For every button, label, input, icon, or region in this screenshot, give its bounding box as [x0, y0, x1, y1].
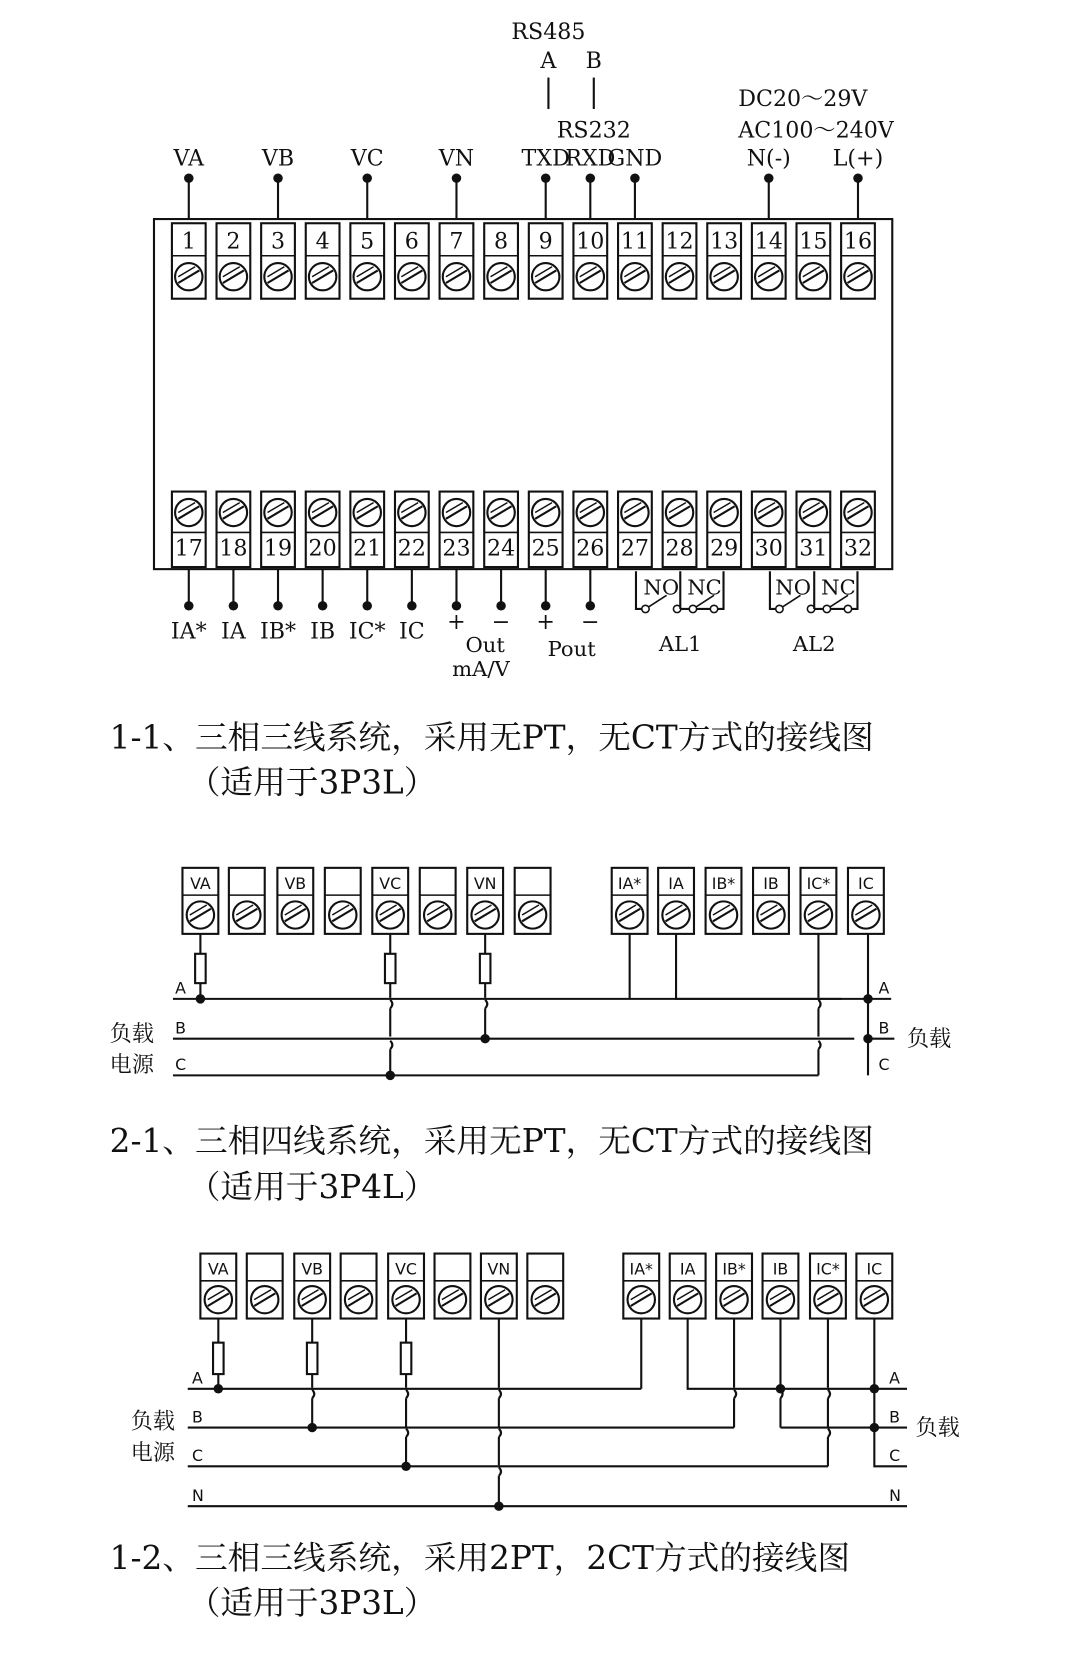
rs485-b-label: B	[585, 49, 602, 75]
bottom-wire-label: IA*	[170, 619, 207, 645]
terminal-block	[753, 868, 789, 934]
terminal-number: 10	[576, 229, 605, 255]
power-dc-label: DC20～29V	[738, 86, 868, 112]
bottom-wire-label: IC	[399, 619, 425, 645]
terminal-label: IA*	[629, 1259, 653, 1279]
source-label-1: 负载	[130, 1409, 176, 1435]
terminal-6	[395, 223, 429, 298]
out-unit-label: mA/V	[452, 656, 510, 682]
terminal-number: 8	[494, 229, 509, 255]
terminal-number: 24	[486, 536, 516, 562]
terminal-number: 7	[449, 229, 464, 255]
terminal-block	[810, 1254, 846, 1319]
bottom-wire-label: +	[536, 609, 555, 635]
terminal-label: VB	[301, 1259, 324, 1279]
terminal-29	[707, 492, 741, 567]
terminal-number: 14	[754, 229, 783, 255]
line-c-label: C	[191, 1446, 204, 1466]
terminal-30	[752, 492, 786, 567]
terminal-label: IC*	[806, 873, 831, 893]
terminal-block	[467, 868, 503, 934]
load-b-label: B	[878, 1018, 890, 1038]
terminal-number: 31	[799, 536, 828, 562]
terminal-label: IA	[668, 873, 684, 893]
terminal-number: 9	[538, 229, 553, 255]
terminal-13	[707, 223, 741, 298]
terminal-label: IA	[679, 1259, 696, 1279]
terminal-block	[527, 1254, 563, 1319]
source-label-1: 负载	[109, 1021, 154, 1047]
terminal-number: 20	[308, 536, 337, 562]
terminal-8	[484, 223, 518, 298]
terminal-number: 17	[174, 536, 203, 562]
bottom-wire-label: IB*	[259, 619, 297, 645]
terminal-number: 4	[315, 229, 330, 255]
terminal-label: IB	[763, 873, 779, 893]
terminal-number: 3	[270, 229, 286, 255]
bottom-wire-label: IC*	[348, 619, 386, 645]
top-wire-label: VB	[261, 146, 295, 172]
terminal-12	[663, 223, 697, 298]
relay-al1	[636, 571, 724, 656]
terminal-18	[217, 492, 251, 567]
terminal-block	[706, 868, 742, 934]
load-label: 负载	[915, 1415, 960, 1441]
terminal-block	[277, 868, 313, 934]
caption-1-2-sub: （适用于3P3L）	[187, 1584, 437, 1623]
terminal-number: 21	[353, 536, 382, 562]
terminal-21	[350, 492, 384, 567]
terminal-block	[670, 1254, 706, 1319]
load-n-label: N	[889, 1485, 901, 1505]
top-wire-label: L(+)	[832, 146, 884, 172]
terminal-24	[484, 492, 518, 567]
terminal-label: IC	[866, 1259, 883, 1279]
terminal-label: VB	[284, 873, 307, 893]
terminal-number: 32	[843, 536, 873, 562]
terminal-number: 18	[219, 536, 248, 562]
al2-no-label: NO	[775, 574, 811, 600]
terminal-block	[856, 1254, 892, 1319]
terminal-2	[217, 223, 251, 298]
meter-terminal-diagram	[110, 20, 895, 802]
terminal-15	[797, 223, 831, 298]
top-wire-label: VA	[173, 146, 205, 172]
terminal-block	[658, 868, 694, 934]
caption-1-1: 1-1、三相三线系统，采用无PT，无CT方式的接线图	[109, 718, 874, 757]
terminal-10	[573, 223, 607, 298]
terminal-number: 15	[799, 229, 828, 255]
bottom-wire-label: +	[447, 609, 466, 635]
terminal-block	[515, 868, 551, 934]
top-wire-label: GND	[607, 146, 663, 172]
terminal-block	[848, 868, 884, 934]
wiring-3p3l-2pt-2ct-diagram	[110, 1254, 960, 1623]
terminal-block	[229, 868, 265, 934]
terminal-20	[306, 492, 340, 567]
top-wire-label: N(-)	[746, 146, 791, 172]
terminal-23	[440, 492, 474, 567]
al1-label: AL1	[658, 630, 702, 656]
terminal-number: 28	[665, 536, 694, 562]
terminal-block	[612, 868, 648, 934]
terminal-label: VC	[395, 1259, 417, 1279]
terminal-9	[529, 223, 563, 298]
caption-2-1: 2-1、三相四线系统，采用无PT，无CT方式的接线图	[109, 1121, 874, 1160]
terminal-block	[247, 1254, 283, 1319]
line-a-label: A	[175, 978, 186, 998]
terminal-number: 30	[754, 536, 783, 562]
terminal-block	[200, 1254, 236, 1319]
top-wire-label: RXD	[565, 146, 616, 172]
line-a-label: A	[191, 1368, 203, 1388]
terminal-label: VA	[190, 873, 211, 893]
caption-1-2: 1-2、三相三线系统，采用2PT，2CT方式的接线图	[109, 1539, 851, 1578]
al2-label: AL2	[792, 630, 836, 656]
terminal-block	[325, 868, 361, 934]
terminal-number: 23	[442, 536, 471, 562]
terminal-5	[350, 223, 384, 298]
terminal-number: 5	[360, 229, 375, 255]
terminal-number: 26	[576, 536, 605, 562]
terminal-label: IB*	[722, 1259, 746, 1279]
bottom-wire-label: −	[581, 609, 600, 635]
terminal-label: VN	[487, 1259, 511, 1279]
terminal-block	[716, 1254, 752, 1319]
terminal-14	[752, 223, 786, 298]
terminal-block	[623, 1254, 659, 1319]
terminal-number: 16	[843, 229, 873, 255]
terminal-label: IB	[772, 1259, 789, 1279]
bottom-wire-label: IB	[310, 619, 336, 645]
terminal-number: 25	[531, 536, 560, 562]
caption-2-1-sub: （适用于3P4L）	[187, 1168, 437, 1206]
terminal-number: 12	[665, 229, 694, 255]
terminal-label: IA*	[617, 873, 642, 893]
terminal-number: 29	[710, 536, 739, 562]
top-wire-label: TXD	[521, 146, 570, 172]
terminal-block	[388, 1254, 424, 1319]
terminal-11	[618, 223, 652, 298]
line-b-label: B	[175, 1018, 186, 1038]
out-label: Out	[465, 631, 505, 657]
al2-nc-label: NC	[821, 574, 856, 600]
terminal-block	[801, 868, 837, 934]
terminal-label: IC*	[816, 1259, 840, 1279]
load-label: 负载	[907, 1027, 952, 1053]
pout-label: Pout	[547, 636, 596, 662]
terminal-16	[841, 223, 875, 298]
terminal-number: 19	[263, 536, 293, 562]
top-wire-label: VC	[350, 146, 384, 172]
rs485-label: RS485	[511, 19, 586, 45]
wiring-3p4l-diagram	[110, 868, 952, 1206]
load-c-label: C	[878, 1055, 890, 1075]
terminal-1	[172, 223, 206, 298]
terminal-block	[294, 1254, 330, 1319]
terminal-28	[663, 492, 697, 567]
terminal-number: 11	[620, 229, 650, 255]
terminal-block	[372, 868, 408, 934]
terminal-32	[841, 492, 875, 567]
terminal-label: IC	[858, 873, 874, 893]
terminal-label: IB*	[711, 873, 736, 893]
terminal-block	[481, 1254, 517, 1319]
bottom-wire-label: −	[491, 609, 511, 635]
terminal-number: 6	[404, 229, 419, 255]
terminal-26	[573, 492, 607, 567]
terminal-block	[182, 868, 218, 934]
terminal-7	[440, 223, 474, 298]
terminal-25	[529, 492, 563, 567]
line-b-label: B	[191, 1407, 203, 1427]
al1-nc-label: NC	[687, 574, 722, 600]
line-c-label: C	[175, 1055, 187, 1075]
terminal-block	[763, 1254, 799, 1319]
al1-no-label: NO	[643, 574, 680, 600]
terminal-block	[341, 1254, 377, 1319]
load-c-label: C	[889, 1446, 901, 1466]
terminal-label: VA	[208, 1259, 229, 1279]
terminal-number: 22	[397, 536, 426, 562]
terminal-4	[306, 223, 340, 298]
terminal-number: 13	[710, 229, 739, 255]
terminal-block	[435, 1254, 471, 1319]
source-label-2: 电源	[109, 1053, 154, 1079]
load-b-label: B	[889, 1407, 900, 1427]
terminal-27	[618, 492, 652, 567]
terminal-19	[261, 492, 295, 567]
terminal-block	[420, 868, 456, 934]
power-ac-label: AC100～240V	[738, 118, 894, 144]
load-a-label: A	[889, 1368, 900, 1388]
load-a-label: A	[878, 978, 890, 998]
rs485-a-label: A	[540, 49, 557, 75]
terminal-3	[261, 223, 295, 298]
terminal-22	[395, 492, 429, 567]
terminal-label: VC	[379, 873, 402, 893]
terminal-number: 27	[620, 536, 650, 562]
top-wire-label: VN	[438, 146, 475, 172]
relay-al2	[770, 571, 858, 656]
source-label-2: 电源	[130, 1441, 176, 1467]
terminal-number: 1	[181, 229, 196, 255]
terminal-17	[172, 492, 206, 567]
terminal-number: 2	[226, 229, 241, 255]
terminal-label: VN	[473, 873, 497, 893]
terminal-31	[797, 492, 831, 567]
rs232-label: RS232	[556, 118, 631, 144]
caption-1-1-sub: （适用于3P3L）	[187, 763, 437, 802]
bottom-wire-label: IA	[221, 619, 246, 645]
line-n-label: N	[191, 1485, 204, 1505]
